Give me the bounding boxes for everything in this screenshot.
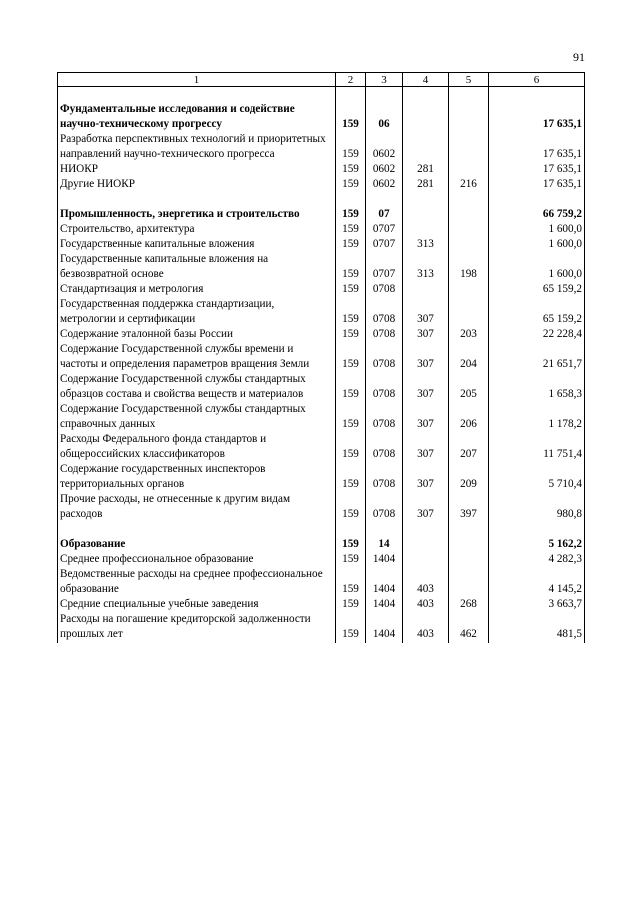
ministry-code-cell: 159 [336, 372, 366, 402]
row-name-cell: Средние специальные учебные заведения [58, 597, 336, 612]
section-code-cell: 0708 [366, 402, 403, 432]
ministry-code-cell: 159 [336, 462, 366, 492]
table-row [58, 402, 585, 432]
row-name-cell: Прочие расходы, не отнесенные к другим видам расходов [58, 492, 336, 522]
expense-code-cell [449, 537, 489, 552]
row-name-cell: Образование [58, 537, 336, 552]
section-code-cell: 06 [366, 102, 403, 132]
table-body [58, 87, 585, 644]
target-code-cell: 281 [403, 177, 449, 192]
amount-cell: 4 282,3 [489, 552, 585, 567]
table-row [58, 597, 585, 612]
expense-code-cell [449, 297, 489, 327]
target-code-cell [403, 102, 449, 132]
amount-cell: 17 635,1 [489, 162, 585, 177]
expense-code-cell [449, 567, 489, 597]
ministry-code-cell: 159 [336, 597, 366, 612]
spacer-cell [489, 522, 585, 537]
spacer-cell [449, 192, 489, 207]
amount-cell: 1 600,0 [489, 252, 585, 282]
row-name-cell: Фундаментальные исследования и содействие научно-техническому прогрессу [58, 102, 336, 132]
target-code-cell: 403 [403, 567, 449, 597]
expense-code-cell: 462 [449, 612, 489, 643]
amount-cell: 1 178,2 [489, 402, 585, 432]
target-code-cell: 307 [403, 342, 449, 372]
expense-code-cell: 203 [449, 327, 489, 342]
spacer-row [58, 192, 585, 207]
spacer-cell [366, 192, 403, 207]
section-code-cell: 0708 [366, 282, 403, 297]
table-row [58, 567, 585, 597]
section-code-cell: 1404 [366, 612, 403, 643]
section-code-cell: 0707 [366, 252, 403, 282]
amount-cell: 5 710,4 [489, 462, 585, 492]
expense-code-cell: 209 [449, 462, 489, 492]
amount-cell: 1 658,3 [489, 372, 585, 402]
expense-code-cell: 216 [449, 177, 489, 192]
ministry-code-cell: 159 [336, 162, 366, 177]
section-code-cell: 0602 [366, 162, 403, 177]
section-code-cell: 1404 [366, 552, 403, 567]
target-code-cell: 307 [403, 492, 449, 522]
amount-cell: 3 663,7 [489, 597, 585, 612]
table-row [58, 177, 585, 192]
header-col-2: 2 [336, 73, 366, 87]
table-row [58, 342, 585, 372]
ministry-code-cell: 159 [336, 552, 366, 567]
target-code-cell: 403 [403, 612, 449, 643]
section-code-cell: 1404 [366, 597, 403, 612]
section-code-cell: 0602 [366, 177, 403, 192]
table-row [58, 327, 585, 342]
budget-table [57, 72, 585, 643]
header-col-5: 5 [449, 73, 489, 87]
table-row [58, 132, 585, 162]
ministry-code-cell: 159 [336, 207, 366, 222]
section-row [58, 537, 585, 552]
amount-cell: 5 162,2 [489, 537, 585, 552]
section-code-cell: 0708 [366, 342, 403, 372]
spacer-cell [403, 522, 449, 537]
target-code-cell: 281 [403, 162, 449, 177]
row-name-cell: Содержание государственных инспекторов территориальных органов [58, 462, 336, 492]
spacer-cell [58, 87, 336, 103]
ministry-code-cell: 159 [336, 282, 366, 297]
target-code-cell [403, 207, 449, 222]
header-col-4: 4 [403, 73, 449, 87]
spacer-cell [336, 522, 366, 537]
row-name-cell: Расходы на погашение кредиторской задолженности прошлых лет [58, 612, 336, 643]
header-col-3: 3 [366, 73, 403, 87]
ministry-code-cell: 159 [336, 327, 366, 342]
target-code-cell: 307 [403, 327, 449, 342]
spacer-row [58, 87, 585, 103]
expense-code-cell [449, 132, 489, 162]
table-row [58, 222, 585, 237]
spacer-cell [489, 87, 585, 103]
header-row [58, 73, 585, 87]
section-code-cell: 0708 [366, 432, 403, 462]
header-col-6: 6 [489, 73, 585, 87]
table-row [58, 492, 585, 522]
spacer-cell [336, 87, 366, 103]
amount-cell: 17 635,1 [489, 177, 585, 192]
budget-table-container [57, 72, 584, 643]
section-code-cell: 07 [366, 207, 403, 222]
ministry-code-cell: 159 [336, 237, 366, 252]
amount-cell: 21 651,7 [489, 342, 585, 372]
spacer-cell [449, 87, 489, 103]
amount-cell: 980,8 [489, 492, 585, 522]
row-name-cell: Разработка перспективных технологий и приоритетных направлений научно-технического прогресса [58, 132, 336, 162]
row-name-cell: НИОКР [58, 162, 336, 177]
amount-cell: 481,5 [489, 612, 585, 643]
row-name-cell: Государственная поддержка стандартизации, метрологии и сертификации [58, 297, 336, 327]
row-name-cell: Расходы Федерального фонда стандартов и общероссийских классификаторов [58, 432, 336, 462]
expense-code-cell [449, 207, 489, 222]
ministry-code-cell: 159 [336, 432, 366, 462]
row-name-cell: Содержание Государственной службы стандартных образцов состава и свойства веществ и материалов [58, 372, 336, 402]
amount-cell: 1 600,0 [489, 237, 585, 252]
table-row [58, 612, 585, 643]
row-name-cell: Стандартизация и метрология [58, 282, 336, 297]
amount-cell: 65 159,2 [489, 297, 585, 327]
spacer-cell [366, 522, 403, 537]
row-name-cell: Ведомственные расходы на среднее профессиональное образование [58, 567, 336, 597]
section-row [58, 207, 585, 222]
row-name-cell: Содержание эталонной базы России [58, 327, 336, 342]
expense-code-cell: 397 [449, 492, 489, 522]
section-code-cell: 0707 [366, 237, 403, 252]
target-code-cell [403, 552, 449, 567]
section-code-cell: 0602 [366, 132, 403, 162]
row-name-cell: Государственные капитальные вложения на безвозвратной основе [58, 252, 336, 282]
table-row [58, 372, 585, 402]
ministry-code-cell: 159 [336, 297, 366, 327]
ministry-code-cell: 159 [336, 567, 366, 597]
row-name-cell: Среднее профессиональное образование [58, 552, 336, 567]
ministry-code-cell: 159 [336, 492, 366, 522]
ministry-code-cell: 159 [336, 252, 366, 282]
spacer-cell [336, 192, 366, 207]
amount-cell: 65 159,2 [489, 282, 585, 297]
section-code-cell: 0708 [366, 297, 403, 327]
row-name-cell: Другие НИОКР [58, 177, 336, 192]
expense-code-cell [449, 102, 489, 132]
header-col-1: 1 [58, 73, 336, 87]
amount-cell: 4 145,2 [489, 567, 585, 597]
table-row [58, 162, 585, 177]
spacer-cell [489, 192, 585, 207]
target-code-cell: 313 [403, 252, 449, 282]
expense-code-cell: 205 [449, 372, 489, 402]
table-row [58, 297, 585, 327]
target-code-cell: 403 [403, 597, 449, 612]
spacer-cell [449, 522, 489, 537]
ministry-code-cell: 159 [336, 402, 366, 432]
target-code-cell: 307 [403, 462, 449, 492]
ministry-code-cell: 159 [336, 537, 366, 552]
target-code-cell: 313 [403, 237, 449, 252]
spacer-cell [58, 522, 336, 537]
expense-code-cell [449, 552, 489, 567]
row-name-cell: Содержание Государственной службы времени и частоты и определения параметров вращения Земли [58, 342, 336, 372]
spacer-cell [58, 192, 336, 207]
target-code-cell [403, 222, 449, 237]
section-code-cell: 0708 [366, 372, 403, 402]
expense-code-cell: 207 [449, 432, 489, 462]
ministry-code-cell: 159 [336, 612, 366, 643]
expense-code-cell [449, 282, 489, 297]
table-row [58, 237, 585, 252]
target-code-cell [403, 537, 449, 552]
target-code-cell: 307 [403, 297, 449, 327]
spacer-row [58, 522, 585, 537]
section-code-cell: 0708 [366, 327, 403, 342]
spacer-cell [403, 87, 449, 103]
expense-code-cell [449, 162, 489, 177]
ministry-code-cell: 159 [336, 102, 366, 132]
row-name-cell: Содержание Государственной службы стандартных справочных данных [58, 402, 336, 432]
ministry-code-cell: 159 [336, 222, 366, 237]
amount-cell: 17 635,1 [489, 102, 585, 132]
table-row [58, 552, 585, 567]
section-code-cell: 0708 [366, 462, 403, 492]
expense-code-cell: 204 [449, 342, 489, 372]
expense-code-cell: 206 [449, 402, 489, 432]
ministry-code-cell: 159 [336, 177, 366, 192]
row-name-cell: Строительство, архитектура [58, 222, 336, 237]
page-number: 91 [573, 50, 585, 64]
target-code-cell [403, 282, 449, 297]
row-name-cell: Промышленность, энергетика и строительство [58, 207, 336, 222]
table-row [58, 462, 585, 492]
table-row [58, 282, 585, 297]
table-row [58, 432, 585, 462]
target-code-cell: 307 [403, 432, 449, 462]
amount-cell: 66 759,2 [489, 207, 585, 222]
row-name-cell: Государственные капитальные вложения [58, 237, 336, 252]
expense-code-cell: 268 [449, 597, 489, 612]
expense-code-cell: 198 [449, 252, 489, 282]
target-code-cell: 307 [403, 372, 449, 402]
amount-cell: 1 600,0 [489, 222, 585, 237]
amount-cell: 11 751,4 [489, 432, 585, 462]
spacer-cell [403, 192, 449, 207]
target-code-cell [403, 132, 449, 162]
amount-cell: 22 228,4 [489, 327, 585, 342]
spacer-cell [366, 87, 403, 103]
amount-cell: 17 635,1 [489, 132, 585, 162]
ministry-code-cell: 159 [336, 132, 366, 162]
ministry-code-cell: 159 [336, 342, 366, 372]
expense-code-cell [449, 222, 489, 237]
section-code-cell: 0708 [366, 492, 403, 522]
expense-code-cell [449, 237, 489, 252]
section-code-cell: 0707 [366, 222, 403, 237]
section-code-cell: 14 [366, 537, 403, 552]
target-code-cell: 307 [403, 402, 449, 432]
section-row [58, 102, 585, 132]
section-code-cell: 1404 [366, 567, 403, 597]
table-row [58, 252, 585, 282]
